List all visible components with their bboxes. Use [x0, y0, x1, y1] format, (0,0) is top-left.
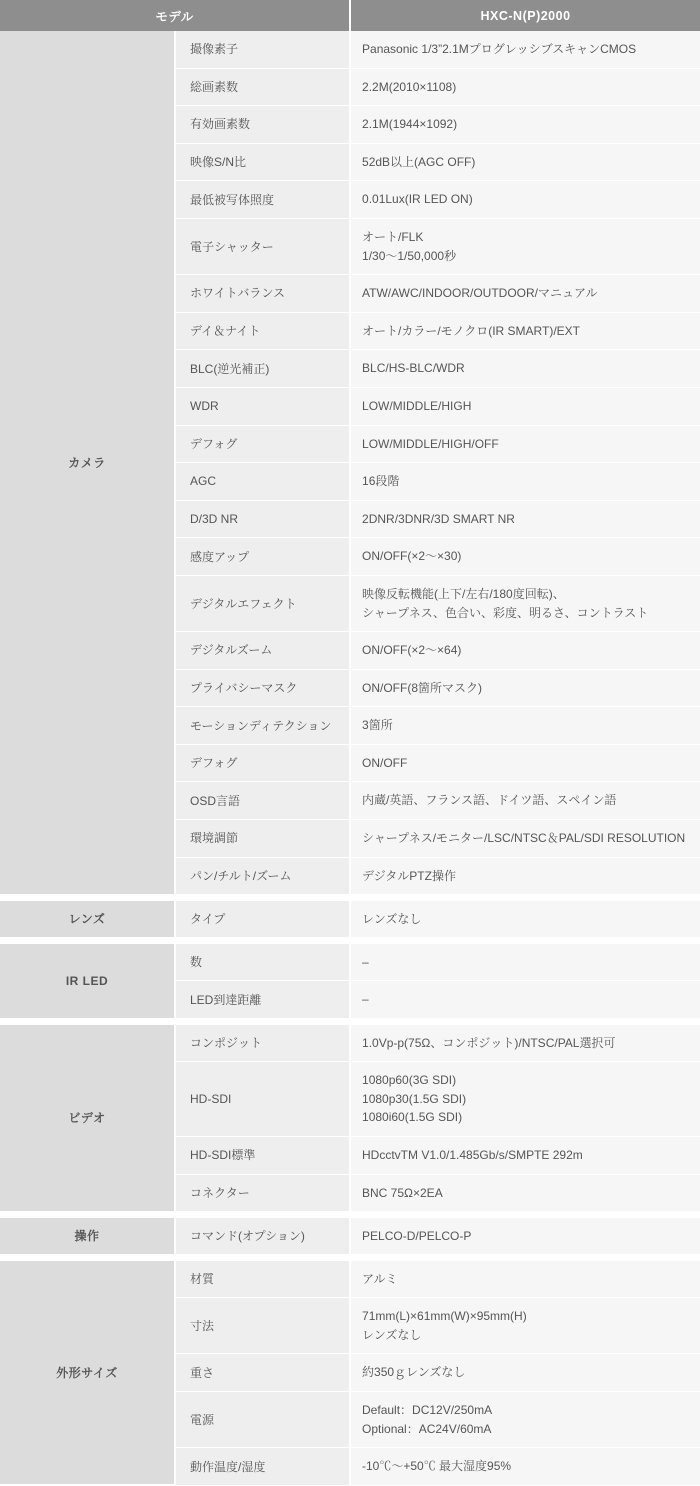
spec-item-value — [350, 31, 700, 68]
spec-value-line: デジタルPTZ操作 — [362, 868, 456, 883]
spec-value-line: レンズなし — [362, 1327, 422, 1342]
spec-value-line: 3箇所 — [362, 718, 393, 733]
spec-value-line: LOW/MIDDLE/HIGH/OFF — [362, 436, 499, 451]
spec-value-line: -10℃〜+50℃ 最大湿度95% — [362, 1459, 512, 1474]
group-label-4: ビデオ — [0, 1025, 175, 1212]
spec-value-line: ON/OFF — [362, 755, 408, 770]
table-row — [0, 944, 700, 981]
spec-item-label: 材質 — [175, 1261, 350, 1298]
header-model-value: HXC-N(P)2000 — [350, 0, 700, 31]
spec-item-label: 総画素数 — [175, 68, 350, 106]
spec-item-label: モーションディテクション — [175, 707, 350, 745]
spec-item-label: ホワイトバランス — [175, 275, 350, 313]
table-row — [0, 1025, 700, 1062]
spec-value-line: 1/30〜1/50,000秒 — [362, 248, 457, 263]
spec-value-line: HDcctvTM V1.0/1.485Gb/s/SMPTE 292m — [362, 1147, 583, 1162]
spec-item-value — [350, 275, 700, 313]
group-label-3: IR LED — [0, 944, 175, 1019]
spec-item-value — [350, 820, 700, 858]
spec-item-value — [350, 312, 700, 350]
spec-value-line: 内蔵/英語、フランス語、ドイツ語、スペイン語 — [362, 793, 617, 808]
spec-item-value — [350, 181, 700, 219]
group-label-2: レンズ — [0, 901, 175, 938]
spec-value-line: PELCO-D/PELCO-P — [362, 1228, 472, 1243]
spec-item-label: パン/チルト/ズーム — [175, 857, 350, 895]
spec-item-label: プライバシーマスク — [175, 669, 350, 707]
table-body — [0, 31, 700, 1485]
spec-item-value — [350, 632, 700, 670]
spec-item-value — [350, 218, 700, 274]
spec-value-line: BLC/HS-BLC/WDR — [362, 361, 465, 376]
spec-item-label: 撮像素子 — [175, 31, 350, 68]
spec-item-value — [350, 68, 700, 106]
spec-item-value — [350, 350, 700, 388]
group-label-6: 外形サイズ — [0, 1261, 175, 1486]
table-row — [0, 1218, 700, 1255]
spec-value-line: ON/OFF(×2〜×64) — [362, 643, 462, 658]
spec-item-value — [350, 1261, 700, 1298]
spec-item-value — [350, 1218, 700, 1255]
spec-item-label: コンポジット — [175, 1025, 350, 1062]
spec-item-value — [350, 1392, 700, 1448]
spec-item-label: OSD言語 — [175, 782, 350, 820]
spec-item-value — [350, 500, 700, 538]
spec-item-value — [350, 1025, 700, 1062]
spec-item-label: コマンド(オプション) — [175, 1218, 350, 1255]
spec-value-line: 1080p30(1.5G SDI) — [362, 1091, 467, 1106]
table-row — [0, 1261, 700, 1298]
spec-item-label: AGC — [175, 463, 350, 501]
spec-value-line: オート/カラー/モノクロ(IR SMART)/EXT — [362, 323, 580, 338]
spec-value-line: ATW/AWC/INDOOR/OUTDOOR/マニュアル — [362, 286, 598, 301]
table-row — [0, 901, 700, 938]
spec-value-line: 2.1M(1944×1092) — [362, 117, 458, 132]
spec-item-label: デジタルエフェクト — [175, 575, 350, 631]
spec-item-label: 感度アップ — [175, 538, 350, 576]
spec-value-line: 16段階 — [362, 474, 400, 489]
group-label-5: 操作 — [0, 1218, 175, 1255]
spec-value-line: ON/OFF(8箇所マスク) — [362, 680, 483, 695]
spec-item-value — [350, 387, 700, 425]
spec-item-value — [350, 1354, 700, 1392]
spec-value-line: ON/OFF(×2〜×30) — [362, 549, 462, 564]
spec-value-line: レンズなし — [362, 911, 422, 926]
spec-item-value — [350, 944, 700, 981]
spec-value-line: BNC 75Ω×2EA — [362, 1185, 443, 1200]
spec-item-value — [350, 425, 700, 463]
spec-item-value — [350, 744, 700, 782]
spec-item-label: D/3D NR — [175, 500, 350, 538]
spec-item-value — [350, 857, 700, 895]
spec-value-line: オート/FLK — [362, 229, 424, 244]
header-model-label: モデル — [0, 0, 350, 31]
spec-value-line: 1080i60(1.5G SDI) — [362, 1110, 463, 1125]
spec-item-value — [350, 1174, 700, 1212]
spec-item-value — [350, 538, 700, 576]
spec-item-label: デフォグ — [175, 744, 350, 782]
spec-item-label: 最低被写体照度 — [175, 181, 350, 219]
spec-value-line: 映像反転機能(上下/左右/180度回転)、 — [362, 586, 565, 601]
spec-value-line: シャープネス、色合い、彩度、明るさ、コントラスト — [362, 605, 649, 620]
spec-item-label: デイ＆ナイト — [175, 312, 350, 350]
spec-item-label: タイプ — [175, 901, 350, 938]
spec-item-value — [350, 707, 700, 745]
spec-value-line: 約350ｇレンズなし — [362, 1365, 466, 1380]
spec-value-line: LOW/MIDDLE/HIGH — [362, 398, 472, 413]
spec-value-line: 0.01Lux(IR LED ON) — [362, 192, 473, 207]
spec-item-label: 数 — [175, 944, 350, 981]
spec-item-label: BLC(逆光補正) — [175, 350, 350, 388]
spec-value-line: 2DNR/3DNR/3D SMART NR — [362, 511, 515, 526]
spec-item-label: デフォグ — [175, 425, 350, 463]
spec-item-value — [350, 143, 700, 181]
spec-item-label: 映像S/N比 — [175, 143, 350, 181]
spec-item-label: 有効画素数 — [175, 106, 350, 144]
table-row — [0, 31, 700, 68]
spec-item-value — [350, 1298, 700, 1354]
spec-item-value — [350, 669, 700, 707]
spec-item-value — [350, 575, 700, 631]
spec-value-line: Panasonic 1/3”2.1MプログレッシブスキャンCMOS — [362, 42, 637, 56]
spec-value-line: アルミ — [362, 1271, 398, 1286]
spec-value-line: 2.2M(2010×1108) — [362, 79, 457, 94]
spec-value-line: 1080p60(3G SDI) — [362, 1073, 457, 1088]
spec-value-line: 52dB以上(AGC OFF) — [362, 154, 476, 169]
spec-item-label: デジタルズーム — [175, 632, 350, 670]
spec-item-label: LED到達距離 — [175, 981, 350, 1019]
spec-item-value — [350, 981, 700, 1019]
spec-item-label: 重さ — [175, 1354, 350, 1392]
spec-value-line: – — [362, 954, 369, 969]
spec-value-line: – — [362, 992, 369, 1007]
spec-value-line: 71mm(L)×61mm(W)×95mm(H) — [362, 1309, 527, 1324]
spec-item-label: HD-SDI標準 — [175, 1136, 350, 1174]
spec-item-label: 寸法 — [175, 1298, 350, 1354]
spec-item-label: 動作温度/湿度 — [175, 1448, 350, 1486]
spec-item-value — [350, 106, 700, 144]
spec-item-value — [350, 463, 700, 501]
spec-item-label: コネクター — [175, 1174, 350, 1212]
header-row — [0, 0, 700, 31]
group-label-1: カメラ — [0, 31, 175, 895]
table-header — [0, 0, 700, 31]
spec-item-value — [350, 1448, 700, 1486]
spec-value-line: Default：DC12V/250mA — [362, 1403, 493, 1418]
spec-item-label: 環境調節 — [175, 820, 350, 858]
spec-value-line: シャープネス/モニター/LSC/NTSC＆PAL/SDI RESOLUTION — [362, 831, 686, 846]
spec-item-value — [350, 1062, 700, 1137]
spec-item-label: WDR — [175, 387, 350, 425]
spec-item-label: 電子シャッター — [175, 218, 350, 274]
spec-value-line: 1.0Vp-p(75Ω、コンポジット)/NTSC/PAL選択可 — [362, 1035, 616, 1050]
spec-item-label: HD-SDI — [175, 1062, 350, 1137]
spec-item-value — [350, 1136, 700, 1174]
spec-item-value — [350, 901, 700, 938]
spec-value-line: Optional：AC24V/60mA — [362, 1421, 492, 1436]
spec-item-label: 電源 — [175, 1392, 350, 1448]
spec-item-value — [350, 782, 700, 820]
